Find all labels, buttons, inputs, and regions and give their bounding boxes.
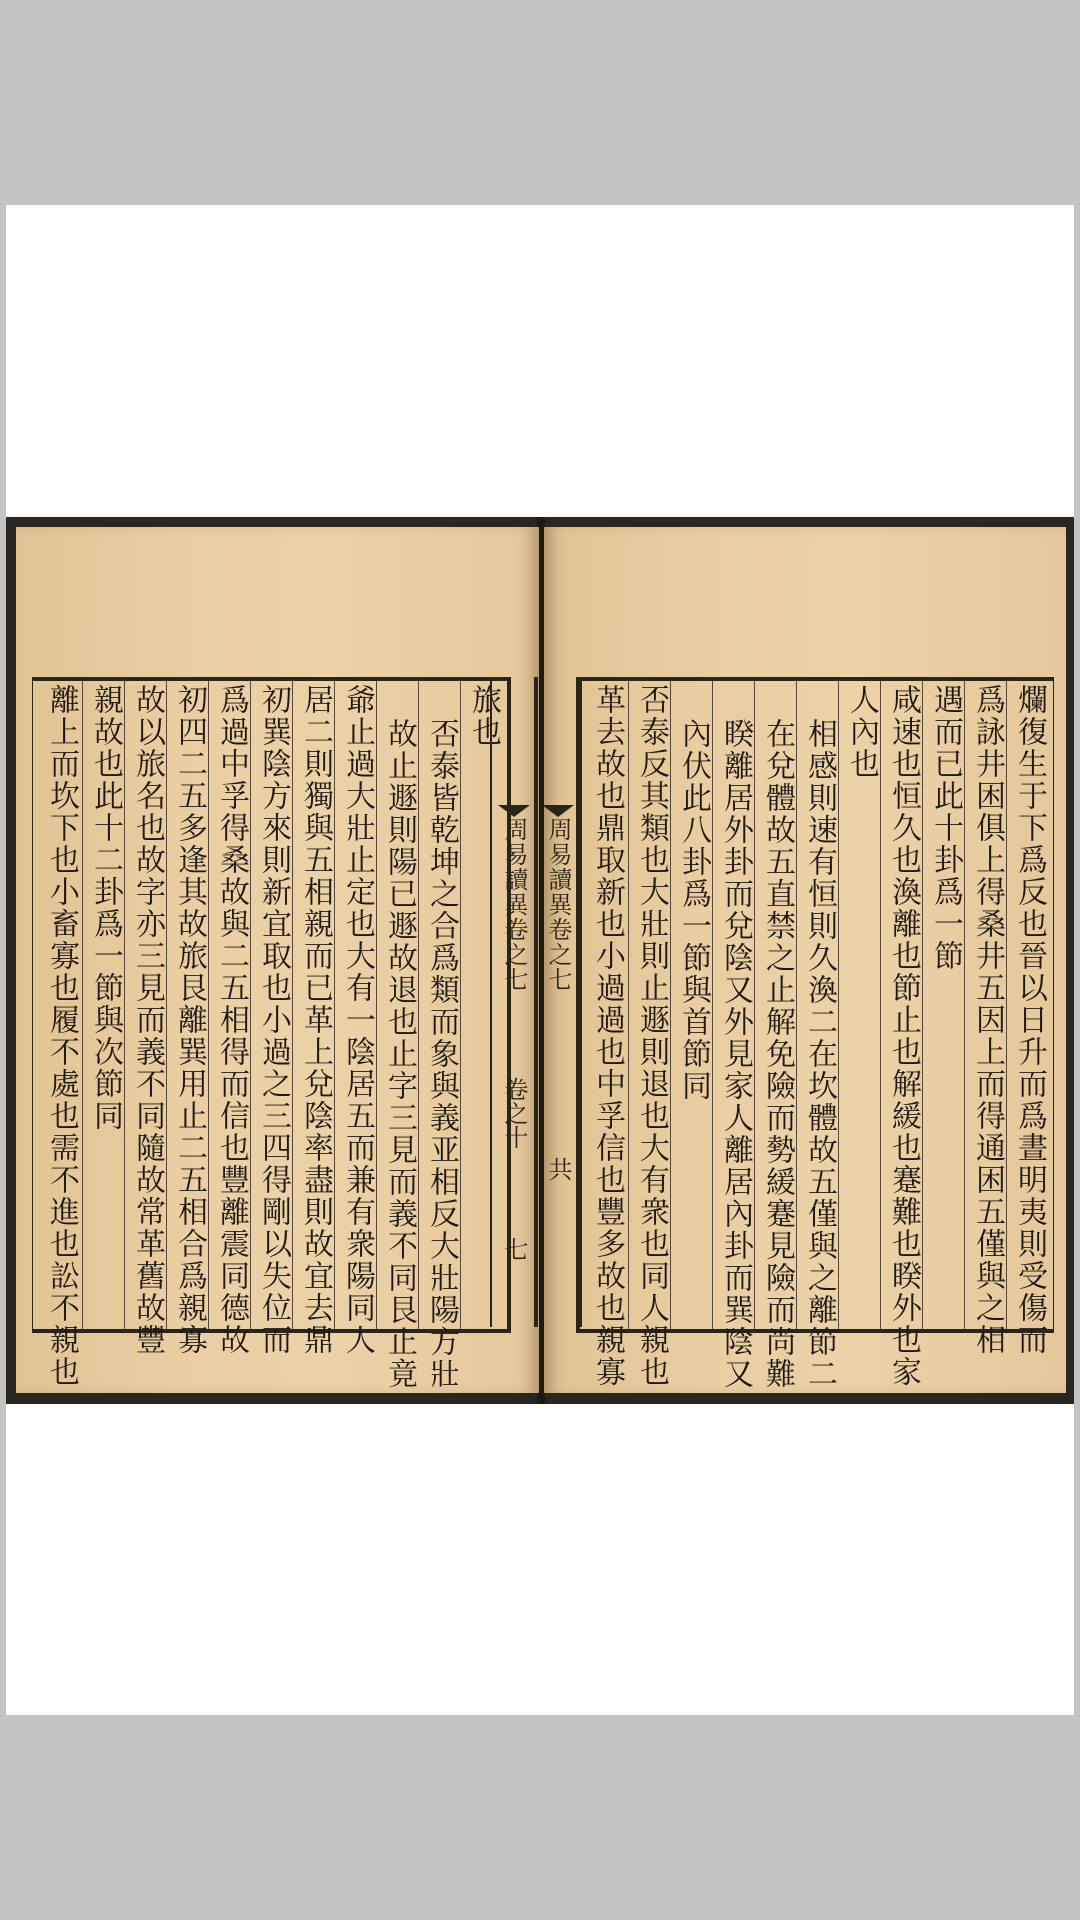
margin-volume: 卷之十 (500, 1077, 528, 1149)
text-column: 爲過中孚得桑故與二五相得而信也豐離震同德故 (214, 684, 249, 1356)
column-rule (418, 680, 419, 1330)
column-rule (964, 680, 965, 1330)
text-column: 內伏此八卦爲一節與首節同 (676, 718, 711, 1102)
column-rule (880, 680, 881, 1330)
column-rule (166, 680, 167, 1330)
left-center-column (490, 677, 538, 1327)
column-rule (124, 680, 125, 1330)
folio-number: 共 (544, 1157, 572, 1181)
text-column: 離上而坎下也小畜寡也履不處也需不進也訟不親也 (44, 684, 79, 1388)
column-rule (712, 680, 713, 1330)
text-column: 居二則獨與五相親而已革上兌陰率盡則故宜去鼎 (298, 684, 333, 1356)
text-column: 初四二五多逢其故旅艮離巽用止二五相合爲親寡 (172, 684, 207, 1356)
book-scan (6, 517, 1074, 1404)
text-column: 人內也 (844, 684, 879, 780)
text-column: 遇而已此十卦爲一節 (928, 684, 963, 972)
text-column: 爲詠井困俱上得桑井五因上而得通困五僅與之相 (970, 684, 1005, 1356)
column-rule (82, 680, 83, 1330)
column-rule (334, 680, 335, 1330)
text-column: 在兌體故五直禁之止解免險而勢緩蹇見險而尚難 (760, 718, 795, 1390)
column-rule (670, 680, 671, 1330)
fish-tail-mark (542, 805, 574, 817)
text-column: 睽離居外卦而兌陰又外見家人離居內卦而巽陰又 (718, 718, 753, 1390)
column-rule (838, 680, 839, 1330)
folio-number: 七 (500, 1237, 528, 1261)
left-page (16, 527, 539, 1393)
column-rule (628, 680, 629, 1330)
text-column: 革去故也鼎取新也小過過也中孚信也豐多故也親寡 (590, 684, 625, 1388)
text-column: 旅也 (466, 684, 501, 748)
text-column: 爛復生于下爲反也晉以日升而爲晝明夷則受傷而 (1012, 684, 1047, 1356)
text-column: 故止遯則陽已遯故退也止字三見而義不同艮止竟 (382, 718, 417, 1390)
text-column: 親故也此十二卦爲一節與次節同 (88, 684, 123, 1132)
text-column: 咸速也恒久也渙離也節止也解緩也蹇難也睽外也家 (886, 684, 921, 1388)
text-column: 否泰反其類也大壯則止遯則退也大有衆也同人親也 (634, 684, 669, 1388)
text-column: 相感則速有恒則久渙二在坎體故五僅與之離節二 (802, 718, 837, 1390)
fish-tail-mark (498, 805, 530, 817)
right-text-block (576, 677, 1054, 1390)
margin-title: 周易讀異卷之七 (544, 817, 572, 992)
column-rule (250, 680, 251, 1330)
margin-title: 周易讀異卷之七 (500, 817, 528, 992)
right-page (544, 527, 1066, 1393)
column-rule (460, 680, 461, 1330)
text-column: 爺止過大壯止定也大有一陰居五而兼有衆陽同人 (340, 684, 375, 1356)
text-column: 初巽陰方來則新宜取也小過之三四得剛以失位而 (256, 684, 291, 1356)
left-text-block (32, 677, 511, 1390)
text-column: 否泰皆乾坤之合爲類而象與義亚相反大壯陽方壯 (424, 718, 459, 1390)
column-rule (208, 680, 209, 1330)
column-rule (292, 680, 293, 1330)
column-rule (922, 680, 923, 1330)
text-column: 故以旅名也故字亦三見而義不同隨故常革舊故豐 (130, 684, 165, 1356)
column-rule (754, 680, 755, 1330)
column-rule (376, 680, 377, 1330)
column-rule (796, 680, 797, 1330)
column-rule (1006, 680, 1007, 1330)
right-center-column (534, 677, 582, 1327)
